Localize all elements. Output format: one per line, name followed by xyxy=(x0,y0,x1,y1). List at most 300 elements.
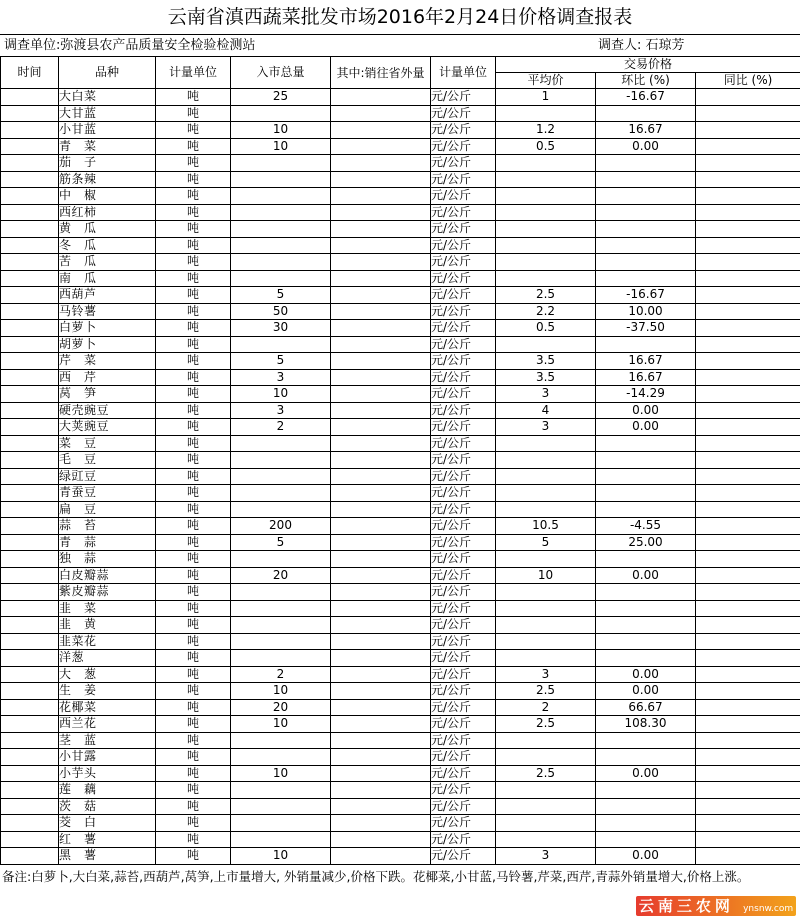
cell-export xyxy=(331,254,431,271)
cell-total: 5 xyxy=(231,534,331,551)
cell-time xyxy=(1,336,59,353)
cell-price-unit: 元/公斤 xyxy=(431,617,496,634)
cell-avg xyxy=(496,237,596,254)
cell-export xyxy=(331,386,431,403)
table-row xyxy=(1,749,800,766)
cell-total xyxy=(231,254,331,271)
cell-mom: 0.00 xyxy=(596,848,696,865)
cell-avg xyxy=(496,584,596,601)
cell-avg xyxy=(496,485,596,502)
cell-variety: 洋葱 xyxy=(59,650,156,667)
cell-price-unit: 元/公斤 xyxy=(431,369,496,386)
cell-unit: 吨 xyxy=(156,666,231,683)
cell-mom xyxy=(596,650,696,667)
cell-yoy xyxy=(696,353,800,370)
cell-export xyxy=(331,650,431,667)
cell-yoy xyxy=(696,138,800,155)
table-row xyxy=(1,303,800,320)
cell-mom: 0.00 xyxy=(596,666,696,683)
cell-mom xyxy=(596,501,696,518)
cell-avg xyxy=(496,204,596,221)
cell-mom xyxy=(596,831,696,848)
cell-mom xyxy=(596,270,696,287)
cell-unit: 吨 xyxy=(156,765,231,782)
table-row xyxy=(1,716,800,733)
cell-mom xyxy=(596,452,696,469)
cell-avg: 0.5 xyxy=(496,138,596,155)
cell-mom xyxy=(596,782,696,799)
cell-unit: 吨 xyxy=(156,551,231,568)
cell-avg xyxy=(496,501,596,518)
cell-total xyxy=(231,171,331,188)
table-row xyxy=(1,534,800,551)
cell-unit: 吨 xyxy=(156,683,231,700)
cell-variety: 白皮瓣蒜 xyxy=(59,567,156,584)
cell-yoy xyxy=(696,650,800,667)
cell-time xyxy=(1,122,59,139)
cell-yoy xyxy=(696,171,800,188)
cell-export xyxy=(331,105,431,122)
cell-export xyxy=(331,369,431,386)
cell-mom: 0.00 xyxy=(596,765,696,782)
cell-price-unit: 元/公斤 xyxy=(431,567,496,584)
cell-yoy xyxy=(696,270,800,287)
table-row xyxy=(1,369,800,386)
cell-total xyxy=(231,617,331,634)
cell-price-unit: 元/公斤 xyxy=(431,221,496,238)
cell-variety: 筋条辣 xyxy=(59,171,156,188)
table-row xyxy=(1,188,800,205)
table-row xyxy=(1,402,800,419)
cell-avg: 4 xyxy=(496,402,596,419)
cell-variety: 大白菜 xyxy=(59,89,156,106)
cell-avg xyxy=(496,105,596,122)
cell-avg: 2.5 xyxy=(496,716,596,733)
cell-yoy xyxy=(696,303,800,320)
cell-price-unit: 元/公斤 xyxy=(431,551,496,568)
cell-time xyxy=(1,617,59,634)
info-bar xyxy=(0,34,800,57)
cell-time xyxy=(1,848,59,865)
table-row xyxy=(1,831,800,848)
cell-total xyxy=(231,501,331,518)
cell-export xyxy=(331,468,431,485)
cell-time xyxy=(1,303,59,320)
cell-time xyxy=(1,765,59,782)
cell-unit: 吨 xyxy=(156,204,231,221)
table-row xyxy=(1,452,800,469)
cell-price-unit: 元/公斤 xyxy=(431,435,496,452)
cell-total: 20 xyxy=(231,699,331,716)
cell-variety: 茎 蓝 xyxy=(59,732,156,749)
cell-yoy xyxy=(696,402,800,419)
header-total: 入市总量 xyxy=(231,57,331,89)
cell-unit: 吨 xyxy=(156,254,231,271)
cell-price-unit: 元/公斤 xyxy=(431,155,496,172)
cell-variety: 小甘蓝 xyxy=(59,122,156,139)
cell-yoy xyxy=(696,831,800,848)
cell-time xyxy=(1,171,59,188)
cell-total xyxy=(231,485,331,502)
cell-export xyxy=(331,518,431,535)
table-row xyxy=(1,848,800,865)
cell-avg: 2.5 xyxy=(496,765,596,782)
cell-price-unit: 元/公斤 xyxy=(431,848,496,865)
cell-price-unit: 元/公斤 xyxy=(431,237,496,254)
table-row xyxy=(1,435,800,452)
cell-avg: 1 xyxy=(496,89,596,106)
table-row xyxy=(1,617,800,634)
cell-yoy xyxy=(696,452,800,469)
cell-time xyxy=(1,237,59,254)
cell-export xyxy=(331,188,431,205)
cell-yoy xyxy=(696,732,800,749)
cell-time xyxy=(1,468,59,485)
cell-price-unit: 元/公斤 xyxy=(431,254,496,271)
table-row xyxy=(1,633,800,650)
table-row xyxy=(1,584,800,601)
cell-time xyxy=(1,518,59,535)
cell-variety: 大甘蓝 xyxy=(59,105,156,122)
table-row xyxy=(1,798,800,815)
cell-mom: 0.00 xyxy=(596,138,696,155)
cell-total xyxy=(231,584,331,601)
cell-avg xyxy=(496,650,596,667)
cell-total xyxy=(231,204,331,221)
cell-export xyxy=(331,584,431,601)
cell-yoy xyxy=(696,287,800,304)
cell-total: 25 xyxy=(231,89,331,106)
cell-yoy xyxy=(696,122,800,139)
cell-mom: 108.30 xyxy=(596,716,696,733)
cell-price-unit: 元/公斤 xyxy=(431,138,496,155)
table-row xyxy=(1,600,800,617)
table-body xyxy=(1,89,800,865)
cell-unit: 吨 xyxy=(156,501,231,518)
cell-yoy xyxy=(696,105,800,122)
cell-variety: 扁 豆 xyxy=(59,501,156,518)
cell-yoy xyxy=(696,336,800,353)
cell-price-unit: 元/公斤 xyxy=(431,683,496,700)
cell-unit: 吨 xyxy=(156,320,231,337)
cell-avg: 3 xyxy=(496,848,596,865)
logo-text: 云南三农网 xyxy=(639,897,734,915)
cell-unit: 吨 xyxy=(156,650,231,667)
cell-export xyxy=(331,782,431,799)
cell-yoy xyxy=(696,534,800,551)
cell-variety: 硬壳豌豆 xyxy=(59,402,156,419)
cell-variety: 青 蒜 xyxy=(59,534,156,551)
cell-variety: 小芋头 xyxy=(59,765,156,782)
cell-yoy xyxy=(696,600,800,617)
cell-time xyxy=(1,138,59,155)
cell-time xyxy=(1,353,59,370)
cell-export xyxy=(331,353,431,370)
page-title: 云南省滇西蔬菜批发市场2016年2月24日价格调查报表 xyxy=(0,0,800,34)
cell-unit: 吨 xyxy=(156,336,231,353)
cell-price-unit: 元/公斤 xyxy=(431,419,496,436)
cell-avg: 3 xyxy=(496,666,596,683)
price-table xyxy=(0,56,800,865)
cell-total: 2 xyxy=(231,419,331,436)
table-row xyxy=(1,650,800,667)
cell-unit: 吨 xyxy=(156,89,231,106)
cell-export xyxy=(331,617,431,634)
cell-export xyxy=(331,683,431,700)
table-row xyxy=(1,89,800,106)
cell-export xyxy=(331,732,431,749)
cell-total xyxy=(231,815,331,832)
cell-avg xyxy=(496,815,596,832)
cell-export xyxy=(331,204,431,221)
cell-export xyxy=(331,534,431,551)
cell-mom: -37.50 xyxy=(596,320,696,337)
cell-variety: 莴 笋 xyxy=(59,386,156,403)
cell-variety: 大荚豌豆 xyxy=(59,419,156,436)
cell-price-unit: 元/公斤 xyxy=(431,633,496,650)
cell-total: 2 xyxy=(231,666,331,683)
cell-total xyxy=(231,782,331,799)
cell-unit: 吨 xyxy=(156,105,231,122)
cell-yoy xyxy=(696,666,800,683)
cell-time xyxy=(1,221,59,238)
table-row xyxy=(1,782,800,799)
cell-time xyxy=(1,567,59,584)
remark-note: 备注:白萝卜,大白菜,蒜苔,西葫芦,莴笋,上市量增大, 外销量减少,价格下跌。花椰菜,小甘蓝,马铃薯,芹菜,西芹,青蒜外销量增大,价格上涨。 xyxy=(0,869,800,885)
table-row xyxy=(1,386,800,403)
cell-time xyxy=(1,798,59,815)
cell-price-unit: 元/公斤 xyxy=(431,468,496,485)
cell-price-unit: 元/公斤 xyxy=(431,336,496,353)
cell-price-unit: 元/公斤 xyxy=(431,699,496,716)
cell-mom xyxy=(596,171,696,188)
cell-unit: 吨 xyxy=(156,452,231,469)
cell-unit: 吨 xyxy=(156,435,231,452)
table-row xyxy=(1,666,800,683)
cell-time xyxy=(1,633,59,650)
table-row xyxy=(1,122,800,139)
cell-price-unit: 元/公斤 xyxy=(431,188,496,205)
cell-yoy xyxy=(696,749,800,766)
cell-time xyxy=(1,402,59,419)
cell-time xyxy=(1,155,59,172)
cell-price-unit: 元/公斤 xyxy=(431,89,496,106)
table-row xyxy=(1,419,800,436)
cell-yoy xyxy=(696,633,800,650)
cell-mom xyxy=(596,600,696,617)
table-row xyxy=(1,105,800,122)
cell-time xyxy=(1,534,59,551)
header-time: 时间 xyxy=(1,57,59,89)
cell-avg xyxy=(496,749,596,766)
cell-time xyxy=(1,386,59,403)
cell-mom xyxy=(596,105,696,122)
cell-variety: 黄 瓜 xyxy=(59,221,156,238)
cell-yoy xyxy=(696,468,800,485)
cell-total: 10 xyxy=(231,765,331,782)
cell-mom: 16.67 xyxy=(596,369,696,386)
cell-price-unit: 元/公斤 xyxy=(431,105,496,122)
cell-mom xyxy=(596,551,696,568)
cell-total: 50 xyxy=(231,303,331,320)
cell-yoy xyxy=(696,518,800,535)
site-logo xyxy=(636,896,796,916)
cell-unit: 吨 xyxy=(156,732,231,749)
cell-price-unit: 元/公斤 xyxy=(431,501,496,518)
cell-total: 3 xyxy=(231,402,331,419)
cell-variety: 茭 白 xyxy=(59,815,156,832)
cell-total xyxy=(231,105,331,122)
cell-mom: -4.55 xyxy=(596,518,696,535)
cell-total xyxy=(231,633,331,650)
cell-avg: 3 xyxy=(496,419,596,436)
cell-variety: 独 蒜 xyxy=(59,551,156,568)
cell-unit: 吨 xyxy=(156,617,231,634)
cell-yoy xyxy=(696,567,800,584)
cell-avg xyxy=(496,831,596,848)
cell-total xyxy=(231,237,331,254)
cell-yoy xyxy=(696,221,800,238)
cell-unit: 吨 xyxy=(156,584,231,601)
table-row xyxy=(1,353,800,370)
survey-unit: 调查单位:弥渡县农产品质量安全检验检测站 xyxy=(4,35,255,57)
cell-variety: 西葫芦 xyxy=(59,287,156,304)
cell-mom: 0.00 xyxy=(596,402,696,419)
cell-time xyxy=(1,732,59,749)
cell-mom xyxy=(596,254,696,271)
cell-time xyxy=(1,320,59,337)
cell-total: 3 xyxy=(231,369,331,386)
cell-mom xyxy=(596,485,696,502)
cell-price-unit: 元/公斤 xyxy=(431,815,496,832)
cell-time xyxy=(1,749,59,766)
cell-avg xyxy=(496,633,596,650)
cell-unit: 吨 xyxy=(156,221,231,238)
cell-export xyxy=(331,237,431,254)
cell-mom: 10.00 xyxy=(596,303,696,320)
cell-yoy xyxy=(696,501,800,518)
table-row xyxy=(1,155,800,172)
header-variety: 品种 xyxy=(59,57,156,89)
cell-avg xyxy=(496,798,596,815)
cell-mom: -16.67 xyxy=(596,89,696,106)
cell-export xyxy=(331,716,431,733)
cell-unit: 吨 xyxy=(156,287,231,304)
cell-yoy xyxy=(696,699,800,716)
cell-total: 10 xyxy=(231,138,331,155)
cell-export xyxy=(331,402,431,419)
cell-variety: 生 姜 xyxy=(59,683,156,700)
cell-price-unit: 元/公斤 xyxy=(431,353,496,370)
cell-mom: 25.00 xyxy=(596,534,696,551)
cell-total xyxy=(231,732,331,749)
cell-variety: 韭 黄 xyxy=(59,617,156,634)
cell-variety: 芹 菜 xyxy=(59,353,156,370)
cell-export xyxy=(331,435,431,452)
cell-mom xyxy=(596,815,696,832)
cell-mom xyxy=(596,435,696,452)
cell-unit: 吨 xyxy=(156,749,231,766)
cell-time xyxy=(1,683,59,700)
cell-time xyxy=(1,188,59,205)
cell-unit: 吨 xyxy=(156,303,231,320)
cell-time xyxy=(1,831,59,848)
cell-total xyxy=(231,336,331,353)
cell-variety: 花椰菜 xyxy=(59,699,156,716)
table-row xyxy=(1,221,800,238)
cell-yoy xyxy=(696,716,800,733)
surveyor: 调查人: 石琼芳 xyxy=(598,35,685,57)
cell-unit: 吨 xyxy=(156,138,231,155)
cell-total xyxy=(231,600,331,617)
cell-unit: 吨 xyxy=(156,716,231,733)
cell-price-unit: 元/公斤 xyxy=(431,765,496,782)
cell-export xyxy=(331,270,431,287)
header-yoy: 同比 (%) xyxy=(696,73,800,89)
cell-export xyxy=(331,122,431,139)
cell-unit: 吨 xyxy=(156,188,231,205)
cell-total: 20 xyxy=(231,567,331,584)
cell-total xyxy=(231,221,331,238)
cell-total xyxy=(231,798,331,815)
cell-unit: 吨 xyxy=(156,485,231,502)
header-avg: 平均价 xyxy=(496,73,596,89)
cell-avg xyxy=(496,155,596,172)
cell-time xyxy=(1,485,59,502)
cell-total xyxy=(231,270,331,287)
cell-time xyxy=(1,716,59,733)
logo-url: ynsnw.com xyxy=(743,904,793,914)
table-row xyxy=(1,270,800,287)
cell-mom xyxy=(596,633,696,650)
cell-mom xyxy=(596,617,696,634)
cell-export xyxy=(331,89,431,106)
cell-time xyxy=(1,650,59,667)
cell-variety: 绿豇豆 xyxy=(59,468,156,485)
cell-mom xyxy=(596,798,696,815)
cell-time xyxy=(1,666,59,683)
cell-yoy xyxy=(696,188,800,205)
cell-export xyxy=(331,848,431,865)
cell-export xyxy=(331,221,431,238)
cell-total: 10 xyxy=(231,716,331,733)
cell-price-unit: 元/公斤 xyxy=(431,782,496,799)
cell-price-unit: 元/公斤 xyxy=(431,666,496,683)
cell-price-unit: 元/公斤 xyxy=(431,798,496,815)
cell-price-unit: 元/公斤 xyxy=(431,650,496,667)
cell-variety: 青 菜 xyxy=(59,138,156,155)
cell-variety: 西兰花 xyxy=(59,716,156,733)
cell-time xyxy=(1,419,59,436)
header-price-unit: 计量单位 xyxy=(431,57,496,89)
cell-avg: 10 xyxy=(496,567,596,584)
header-export: 其中:销往省外量 xyxy=(331,57,431,89)
cell-avg xyxy=(496,600,596,617)
cell-mom: 16.67 xyxy=(596,122,696,139)
cell-variety: 红 薯 xyxy=(59,831,156,848)
cell-mom: -14.29 xyxy=(596,386,696,403)
cell-avg xyxy=(496,435,596,452)
cell-mom xyxy=(596,732,696,749)
cell-mom xyxy=(596,336,696,353)
cell-price-unit: 元/公斤 xyxy=(431,749,496,766)
cell-total xyxy=(231,551,331,568)
table-row xyxy=(1,468,800,485)
table-row xyxy=(1,336,800,353)
cell-time xyxy=(1,369,59,386)
cell-total: 5 xyxy=(231,287,331,304)
cell-yoy xyxy=(696,155,800,172)
